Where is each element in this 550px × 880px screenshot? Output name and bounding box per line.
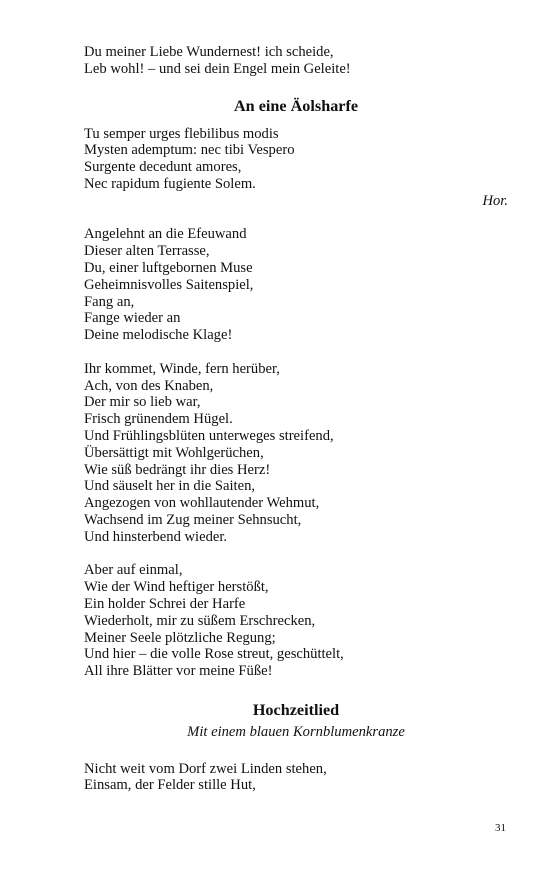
epigraph-attribution: Hor. [482, 192, 508, 209]
page-body [84, 44, 508, 794]
poem-title: Hochzeitlied [252, 700, 340, 719]
verse-line: Meiner Seele plötzliche Regung; [84, 629, 276, 646]
verse-line: Geheimnisvolles Saitenspiel, [84, 276, 254, 293]
verse-line: Fang an, [84, 293, 135, 310]
verse-line: Der mir so lieb war, [84, 394, 201, 411]
stanza [84, 361, 508, 546]
poem-title: An eine Äolsharfe [233, 96, 359, 115]
verse-line: Und Frühlingsblüten unterweges streifend, [84, 427, 334, 444]
verse-line: Frisch grünendem Hügel. [84, 411, 233, 428]
verse-line: Ihr kommet, Winde, fern herüber, [84, 360, 280, 377]
poem-subtitle: Mit einem blauen Kornblumenkranze [187, 723, 405, 740]
epigraph-line: Nec rapidum fugiente Solem. [84, 175, 256, 192]
verse-line: Übersättigt mit Wohlgerüchen, [84, 444, 264, 461]
epigraph-line: Mysten ademptum: nec tibi Vespero [84, 142, 295, 159]
verse-line: Nicht weit vom Dorf zwei Linden stehen, [84, 760, 327, 777]
stanza [84, 761, 508, 795]
verse-line: Leb wohl! – und sei dein Engel mein Geleite! [84, 60, 351, 77]
verse-line: Du meiner Liebe Wundernest! ich scheide, [84, 44, 334, 60]
verse-line: Einsam, der Felder stille Hut, [84, 777, 256, 794]
verse-line: Und säuselt her in die Saiten, [84, 478, 256, 495]
verse-line: Fange wieder an [84, 310, 181, 327]
page-number: 31 [495, 822, 506, 834]
verse-line: Dieser alten Terrasse, [84, 243, 210, 260]
verse-line: Wachsend im Zug meiner Sehnsucht, [84, 511, 302, 528]
verse-line: Deine melodische Klage! [84, 327, 233, 344]
verse-line: Wie süß bedrängt ihr dies Herz! [84, 461, 271, 478]
verse-line: Angelehnt an die Efeuwand [84, 226, 247, 243]
verse-line: Ach, von des Knaben, [84, 377, 214, 394]
epigraph [84, 126, 508, 193]
verse-line: Wie der Wind heftiger herstößt, [84, 579, 269, 596]
verse-line: All ihre Blätter vor meine Füße! [84, 663, 273, 680]
verse-line: Aber auf einmal, [84, 562, 183, 579]
stanza [84, 226, 508, 344]
verse-line: Du, einer luftgebornen Muse [84, 259, 253, 276]
verse-line: Wiederholt, mir zu süßem Erschrecken, [84, 612, 316, 629]
stanza [84, 562, 508, 680]
verse-line: Und hier – die volle Rose streut, geschüttelt, [84, 646, 344, 663]
epigraph-line: Tu semper urges flebilibus modis [84, 125, 279, 142]
epigraph-line: Surgente decedunt amores, [84, 159, 242, 176]
verse-line: Angezogen von wohllautender Wehmut, [84, 495, 320, 512]
verse-line: Und hinsterbend wieder. [84, 528, 228, 545]
stanza-top [84, 44, 508, 78]
verse-line: Ein holder Schrei der Harfe [84, 595, 246, 612]
